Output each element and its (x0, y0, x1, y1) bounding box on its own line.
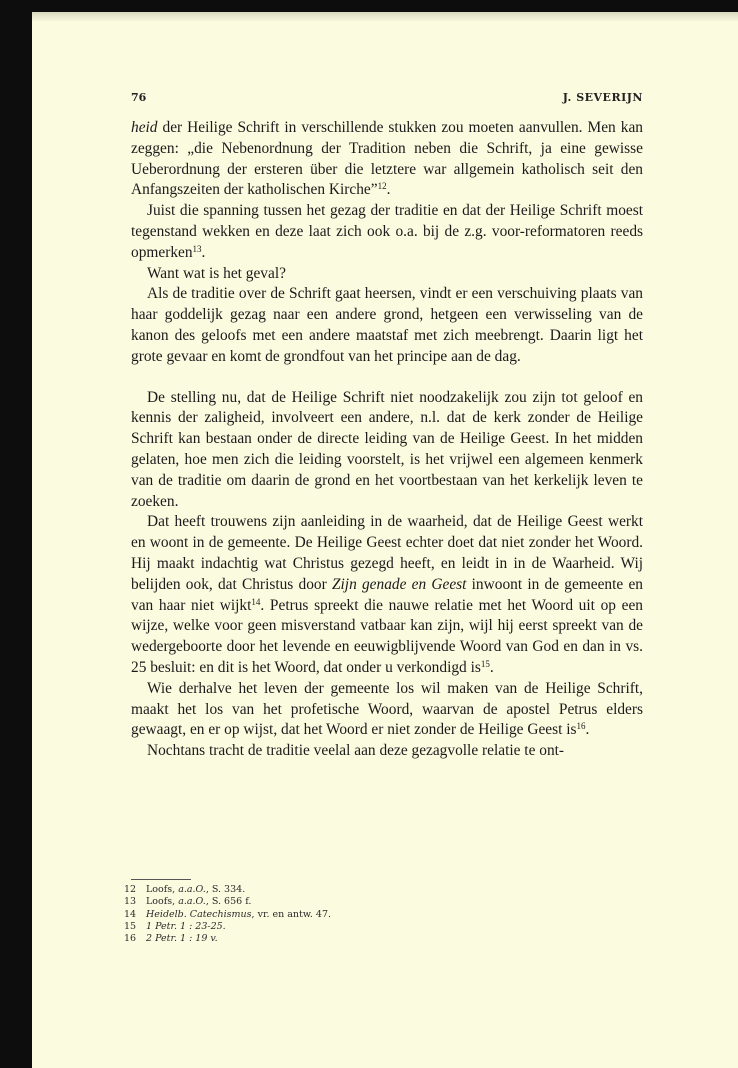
text-run: . (489, 658, 494, 676)
page-number: 76 (131, 91, 147, 104)
page-header (131, 91, 643, 107)
footnote-text (146, 933, 544, 945)
italic-text: heid (131, 119, 158, 136)
paragraph (131, 679, 643, 741)
footnote-number: 16 (124, 933, 137, 945)
footnote-ref: 16 (576, 721, 586, 732)
running-head: J. SEVERIJN (562, 91, 643, 104)
text-run: . (201, 243, 206, 261)
text-run: . Petrus spreekt die nauwe relatie met het Woord uit op een wijze, welke voor geen misverstand vatbaar kan zijn, wijl hij eerst spreekt van de wedergeboorte door het levende en eeuwigblijvende Woord van God en dan in vs. 25 besluit: en dit is het Woord, dat onder u verkondigd is (131, 596, 643, 676)
italic-text: 2 Petr. 1 : 19 v. (146, 933, 218, 945)
footnote-text (146, 896, 544, 908)
paragraph (131, 284, 643, 367)
footnote (124, 884, 544, 896)
footnote-number: 12 (124, 884, 137, 895)
paragraph (131, 201, 643, 263)
text-run: Als de traditie over de Schrift gaat heersen, vindt er een verschuiving plaats van haar goddelijk gezag naar een andere grond, hetgeen een verwisseling van de kanon des geloofs met een andere maatstaf met zich meebrengt. Daarin ligt het grote gevaar en komt de grondfout van het principe aan de dag. (131, 285, 643, 365)
scan-border-top (0, 0, 738, 12)
paragraph (131, 388, 643, 513)
footnote (124, 909, 544, 921)
text-run: , vr. en antw. 47. (251, 908, 332, 920)
footnote-ref: 15 (480, 658, 490, 669)
footnote-ref: 14 (251, 596, 261, 607)
text-run: . (386, 181, 391, 199)
scan-shadow (32, 12, 738, 22)
text-run: . (585, 721, 590, 739)
footnote-rule (131, 879, 191, 880)
footnote (124, 896, 544, 908)
text-run: Wie derhalve het leven der gemeente los wil maken van de Heilige Schrift, maakt het los van het profetische Woord, waarvan de apostel Petrus elders gewaagt, en er op wijst, dat het Woord er niet zonder de Heilige Geest is (131, 679, 643, 739)
text-run: Juist die spanning tussen het gezag der traditie en dat der Heilige Schrift moest tegenstand wekken en deze laat zich ook o.a. bij de z.g. voor-reformatoren reeds opmerken (131, 202, 643, 261)
italic-text: a.a.O. (178, 884, 206, 895)
text-run: De stelling nu, dat de Heilige Schrift niet noodzakelijk zou zijn tot geloof en kennis der zaligheid, involveert een andere, n.l. dat de kerk zonder de Heilige Schrift kan bestaan onder de directe leiding van de Heilige Geest. In het midden gelaten, hoe men zich die leiding voorstelt, is het vrijwel een algemeen kenmerk van de traditie om daarin de grond en het voortbestaan van het kerkelijk leven te zoeken. (131, 388, 643, 510)
paragraph (131, 512, 643, 678)
paragraph (131, 741, 643, 762)
footnote-text (146, 921, 544, 933)
footnote-number: 13 (124, 896, 137, 908)
paragraph (131, 118, 643, 201)
text-run: Loofs, (146, 884, 179, 895)
text-run: inwoont in de gemeente en van haar niet wijkt (131, 575, 643, 614)
text-run: der Heilige Schrift in verschillende stukken zou moeten aanvullen. Men kan zeggen: „die Nebenordnung der Tradition neben die Schrift, ja eine gewisse Ueberordnung der ersteren über die letztere war allgemein katholisch seit den Anfangszeiten der katholischen Kirche” (131, 119, 643, 199)
footnote-ref: 12 (377, 181, 387, 192)
footnote-text (146, 909, 544, 921)
footnote-number: 14 (124, 908, 137, 920)
text-run: Dat heeft trouwens zijn aanleiding in de waarheid, dat de Heilige Geest werkt en woont in de gemeente. De Heilige Geest echter doet dat niet zonder het Woord. Hij maakt indachtig wat Christus gezegd heeft, en leidt in in de Waarheid. Wij belijden ook, dat Christus door (131, 513, 643, 593)
text-run: Loofs, (146, 896, 179, 908)
footnote (124, 933, 544, 945)
text-run: , S. 656 f. (205, 896, 252, 908)
paragraph (131, 264, 643, 285)
italic-text: a.a.O. (178, 896, 206, 908)
italic-text: Zijn genade en Geest (331, 575, 467, 593)
scan-border-left (0, 0, 32, 1068)
body-text (131, 118, 643, 762)
footnote (124, 921, 544, 933)
footnotes (124, 884, 544, 945)
italic-text: 1 Petr. 1 : 23-25. (146, 920, 226, 932)
footnote-ref: 13 (192, 243, 202, 254)
text-run: Nochtans tracht de traditie veelal aan deze gezagvolle relatie te ont- (147, 742, 565, 760)
italic-text: Heidelb. Catechismus (146, 908, 252, 920)
text-run: Want wat is het geval? (147, 264, 286, 282)
text-run: , S. 334. (205, 884, 246, 895)
footnote-text (146, 884, 544, 896)
footnote-number: 15 (124, 920, 137, 932)
